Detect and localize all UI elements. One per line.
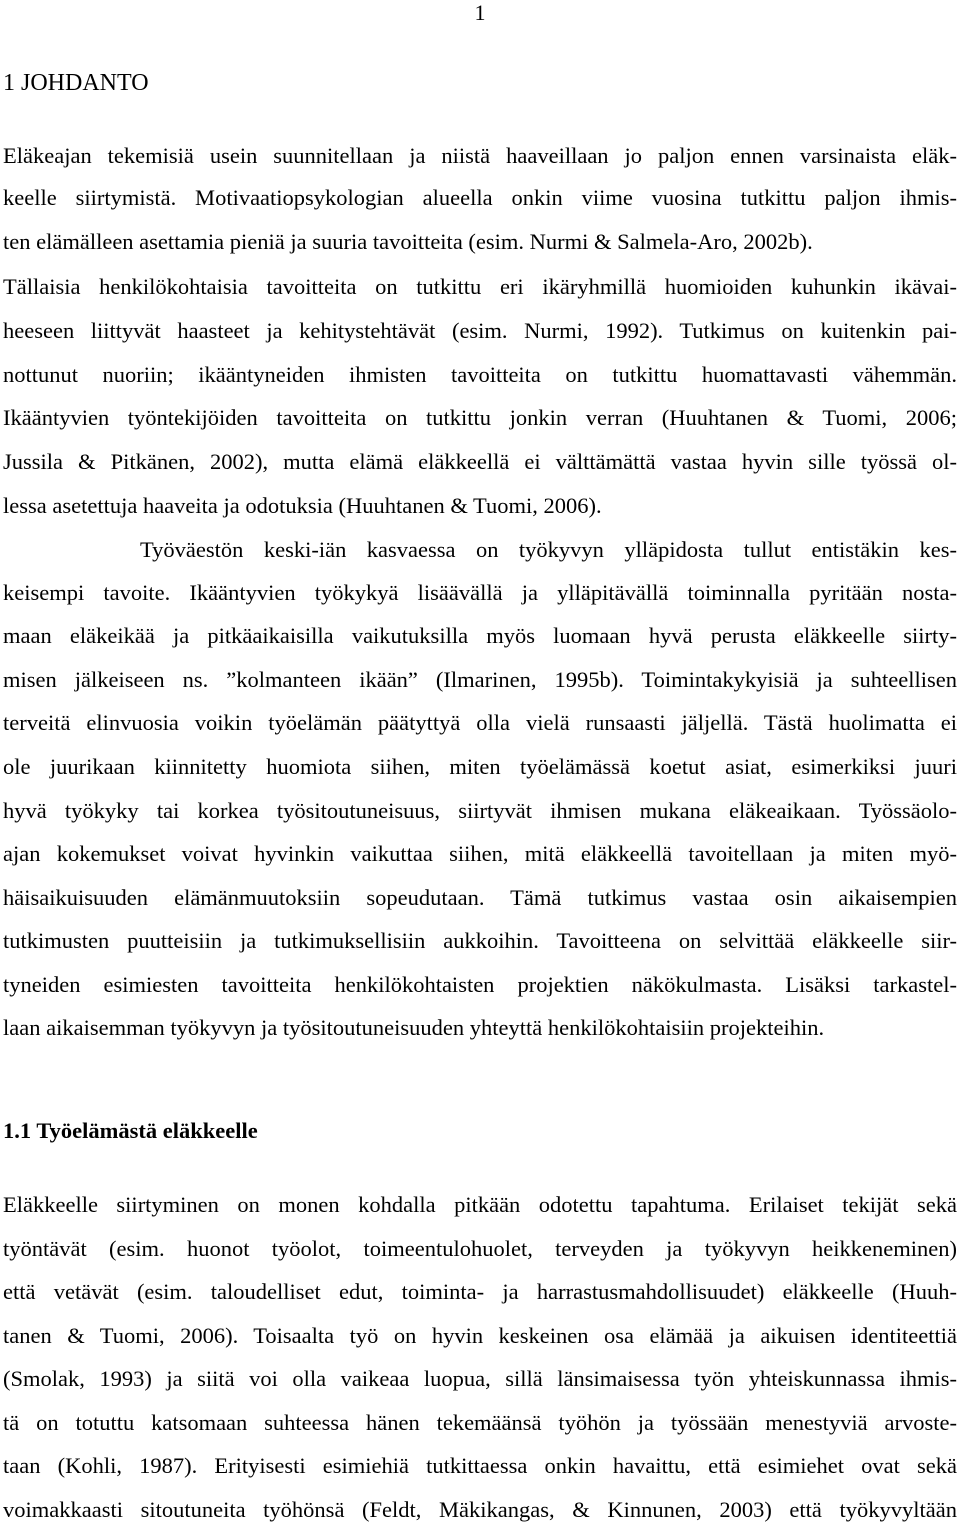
text-line: nottunut nuoriin; ikääntyneiden ihmisten tavoitteita on tutkittu huomattavasti vähemmän. — [3, 362, 957, 387]
text-line: (Smolak, 1993) ja siitä voi olla vaikeaa luopua, sillä länsimaisessa työn yhteiskunnassa ihmis- — [3, 1366, 957, 1391]
text-line: Jussila & Pitkänen, 2002), mutta elämä eläkkeellä ei välttämättä vastaa hyvin sille työssä ol- — [3, 449, 957, 474]
section-heading: 1.1 Työelämästä eläkkeelle — [3, 1118, 258, 1143]
text-line: keelle siirtymistä. Motivaatiopsykologian alueella onkin viime vuosina tutkittu paljon ihmis- — [3, 185, 957, 210]
text-line: Ikääntyvien työntekijöiden tavoitteita on tutkittu jonkin verran (Huuhtanen & Tuomi, 2006; — [3, 405, 957, 430]
text-line: ten elämälleen asettamia pieniä ja suuria tavoitteita (esim. Nurmi & Salmela-Aro, 2002b). — [3, 229, 813, 254]
text-line: häisaikuisuuden elämänmuutoksiin sopeudutaan. Tämä tutkimus vastaa osin aikaisempien — [3, 885, 957, 910]
text-line: että vetävät (esim. taloudelliset edut, toiminta- ja harrastusmahdollisuudet) eläkkeelle (Huuh- — [3, 1279, 957, 1304]
text-line: heeseen liittyvät haasteet ja kehitystehtävät (esim. Nurmi, 1992). Tutkimus on kuitenkin pai- — [3, 318, 957, 343]
text-line: taan (Kohli, 1987). Erityisesti esimiehiä tutkittaessa onkin havaittu, että esimiehet ovat sekä — [3, 1453, 957, 1478]
text-line: voimakkaasti sitoutuneita työhönsä (Feldt, Mäkikangas, & Kinnunen, 2003) että työkyvyltään — [3, 1497, 957, 1522]
text-line: työntävät (esim. huonot työolot, toimeentulohuolet, terveyden ja työkyvyn heikkeneminen) — [3, 1236, 957, 1261]
text-line: hyvä työkyky tai korkea työsitoutuneisuus, siirtyvät ihmisen mukana eläkeaikaan. Työssäolo- — [3, 798, 957, 823]
text-line: lessa asetettuja haaveita ja odotuksia (Huuhtanen & Tuomi, 2006). — [3, 493, 602, 518]
text-line: laan aikaisemman työkyvyn ja työsitoutuneisuuden yhteyttä henkilökohtaisiin projekteihin. — [3, 1015, 825, 1040]
text-line: tä on totuttu katsomaan suhteessa hänen tekemäänsä työhön ja työssään menestyviä arvoste- — [3, 1410, 957, 1435]
page-number: 1 — [474, 0, 486, 25]
chapter-heading: 1 JOHDANTO — [3, 70, 149, 96]
text-line: Eläkeajan tekemisiä usein suunnitellaan ja niistä haaveillaan jo paljon ennen varsinaista eläk- — [3, 143, 957, 168]
text-line: keisempi tavoite. Ikääntyvien työkykyä lisäävällä ja ylläpitävällä toiminnalla pyritään nosta- — [3, 580, 957, 605]
text-line: Työväestön keski-iän kasvaessa on työkyvyn ylläpidosta tullut entistäkin kes- — [140, 537, 957, 562]
text-line: maan eläkeikää ja pitkäaikaisilla vaikutuksilla myös luomaan hyvä perusta eläkkeelle siirty- — [3, 623, 957, 648]
text-line: ajan kokemukset voivat hyvinkin vaikuttaa siihen, mitä eläkkeellä tavoitellaan ja miten myö- — [3, 841, 957, 866]
text-line: tanen & Tuomi, 2006). Toisaalta työ on hyvin keskeinen osa elämää ja aikuisen identiteettiä — [3, 1323, 957, 1348]
text-line: tutkimusten puutteisiin ja tutkimuksellisiin aukkoihin. Tavoitteena on selvittää eläkkeelle siir- — [3, 928, 957, 953]
text-line: ole juurikaan kiinnitetty huomiota siihen, miten työelämässä koetut asiat, esimerkiksi juuri — [3, 754, 957, 779]
text-line: tyneiden esimiesten tavoitteita henkilökohtaisten projektien näkökulmasta. Lisäksi tarkastel- — [3, 972, 957, 997]
text-line: Tällaisia henkilökohtaisia tavoitteita on tutkittu eri ikäryhmillä huomioiden kuhunkin ikävai- — [3, 274, 957, 299]
text-line: Eläkkeelle siirtyminen on monen kohdalla pitkään odotettu tapahtuma. Erilaiset tekijät sekä — [3, 1192, 957, 1217]
text-line: misen jälkeiseen ns. ”kolmanteen ikään” (Ilmarinen, 1995b). Toimintakykyisiä ja suhteellisen — [3, 667, 957, 692]
text-line: terveitä elinvuosia voikin työelämän päätyttyä olla vielä runsaasti jäljellä. Tästä huolimatta ei — [3, 710, 957, 735]
